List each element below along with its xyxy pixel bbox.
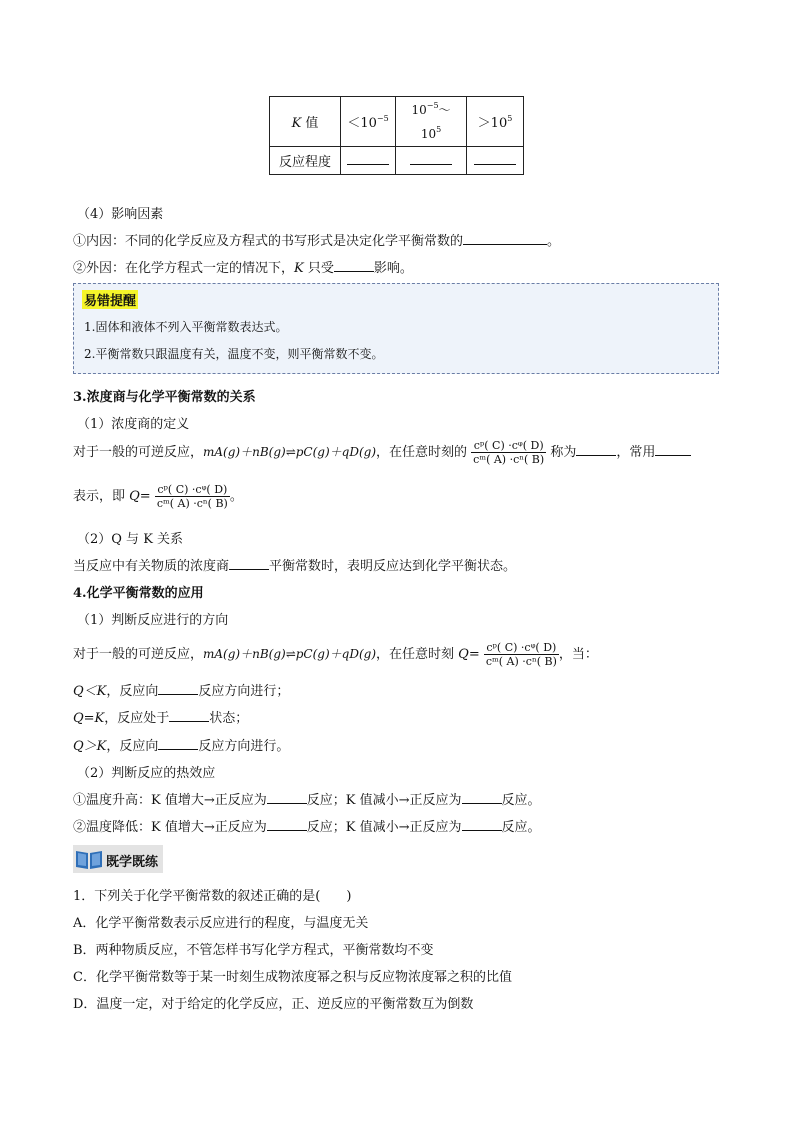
table-cell-gt: $>10^5$ <box>467 97 524 147</box>
concentration-fraction: $\frac{\text{cᵖ( C) ·cᵠ( D)}}{\text{cᵐ( A) ·cⁿ( B)}}$ <box>473 439 545 466</box>
section3-line1: 对于一般的可逆反应，mA(g)＋nB(g)⇌pC(g)＋qD(g)，在任意时刻的 $\frac{\text{cᵖ( C) ·cᵠ( D)}}{\text{cᵐ( A) ·cⁿ( B)}}$ 称为 ，常用 <box>73 437 691 468</box>
section4-line1: 对于一般的可逆反应，mA(g)＋nB(g)⇌pC(g)＋qD(g)，在任意时刻 Q= $\frac{\text{cᵖ( C) ·cᵠ( D)}}{\text{cᵐ( A) ·cⁿ( B)}}$ ，当： <box>73 641 598 668</box>
table-header-degree: 反应程度 <box>270 147 341 175</box>
section3-heading: 3.浓度商与化学平衡常数的关系 <box>73 390 256 405</box>
q-fraction: $\frac{\text{cᵖ( C) ·cᵠ( D)}}{\text{cᵐ( A) ·cⁿ( B)}}$ <box>156 483 228 510</box>
section4-sub2: （2）判断反应的热效应 <box>77 766 216 781</box>
q-fraction-2: $\frac{\text{cᵖ( C) ·cᵠ( D)}}{\text{cᵐ( A) ·cⁿ( B)}}$ <box>485 641 557 668</box>
inner-cause-line: ①内因：不同的化学反应及方程式的书写形式是决定化学平衡常数的 。 <box>73 234 561 249</box>
table-header-k: K 值 <box>270 97 341 147</box>
section3-sub2: （2）Q 与 K 关系 <box>77 532 184 547</box>
table-blank <box>396 147 467 175</box>
table-cell-lt: $<10^{-5}$ <box>341 97 396 147</box>
option-c: C．化学平衡常数等于某一时刻生成物浓度幂之积与反应物浓度幂之积的比值 <box>73 970 512 985</box>
factors-heading: （4）影响因素 <box>77 207 164 222</box>
tip-line-1: 1.固体和液体不列入平衡常数表达式。 <box>84 320 288 334</box>
section3-line2: 表示，即 Q= $\frac{\text{cᵖ( C) ·cᵠ( D)}}{\text{cᵐ( A) ·cⁿ( B)}}$ 。 <box>73 483 243 510</box>
option-d: D．温度一定，对于给定的化学反应，正、逆反应的平衡常数互为倒数 <box>73 997 474 1012</box>
heat-effect-line-2: ②温度降低：K 值增大→正反应为 反应；K 值减小→正反应为 反应。 <box>73 820 541 835</box>
q-equal-k-line: Q=K，反应处于 状态； <box>73 711 249 726</box>
section3-sub1: （1）浓度商的定义 <box>77 417 190 432</box>
practice-banner <box>73 845 163 873</box>
error-tip-box <box>73 283 719 374</box>
q-greater-k-line: Q＞K，反应向 反应方向进行。 <box>73 739 290 754</box>
option-b: B．两种物质反应，不管怎样书写化学方程式，平衡常数均不变 <box>73 943 434 958</box>
table-blank <box>467 147 524 175</box>
table-blank <box>341 147 396 175</box>
practice-label: 既学既练 <box>106 855 159 870</box>
q-less-k-line: Q＜K，反应向 反应方向进行； <box>73 684 290 699</box>
heat-effect-line-1: ①温度升高：K 值增大→正反应为 反应；K 值减小→正反应为 反应。 <box>73 793 541 808</box>
book-icon <box>75 848 103 870</box>
section4-sub1: （1）判断反应进行的方向 <box>77 613 229 628</box>
question-stem: 1．下列关于化学平衡常数的叙述正确的是( ) <box>73 889 352 904</box>
tip-title: 易错提醒 <box>82 290 138 309</box>
table-cell-range: $10^{-5}\sim$ $10^5$ <box>396 97 467 147</box>
tip-line-2: 2.平衡常数只跟温度有关，温度不变，则平衡常数不变。 <box>84 347 384 361</box>
section4-heading: 4.化学平衡常数的应用 <box>73 586 204 601</box>
option-a: A．化学平衡常数表示反应进行的程度，与温度无关 <box>73 916 369 931</box>
k-value-table <box>269 96 524 175</box>
outer-cause-line: ②外因：在化学方程式一定的情况下，K 只受 影响。 <box>73 261 413 276</box>
section3-line3: 当反应中有关物质的浓度商 平衡常数时，表明反应达到化学平衡状态。 <box>73 559 517 574</box>
